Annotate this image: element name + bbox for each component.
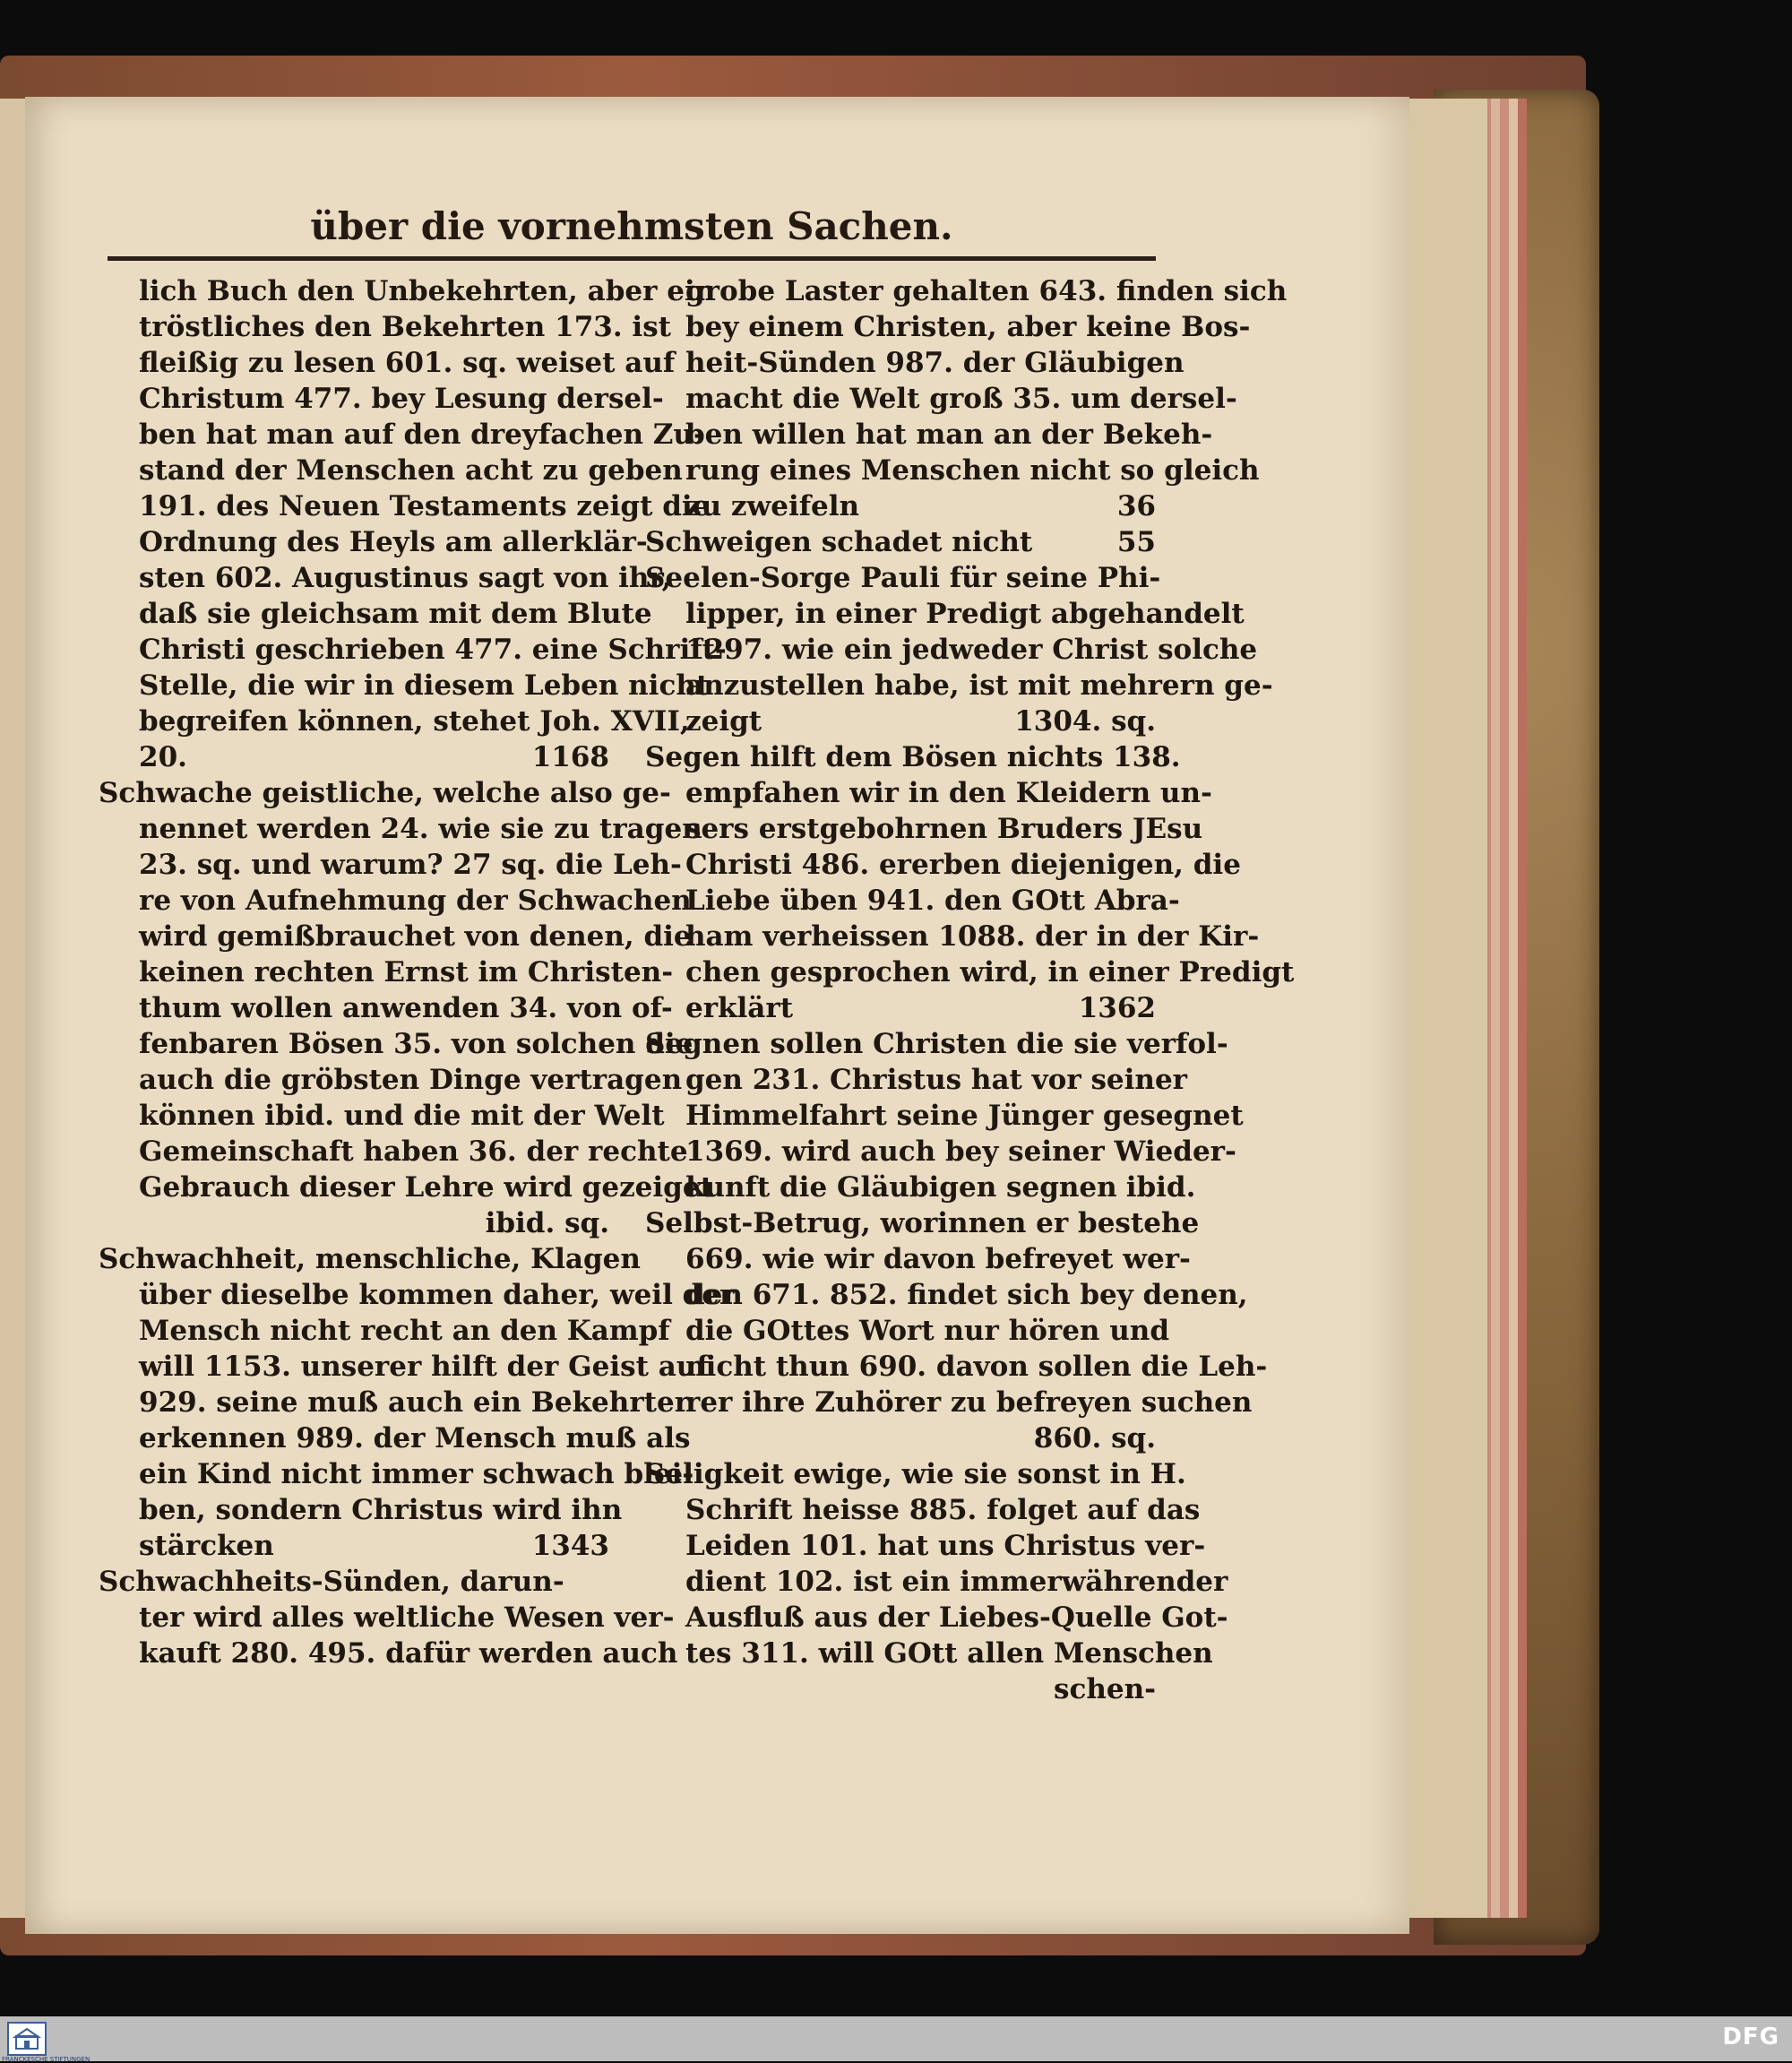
line-text: Christum 477. bey Lesung dersel-	[139, 383, 664, 415]
line-text: Ordnung des Heyls am allerklär-	[139, 526, 648, 558]
line-text: 1369. wird auch bey seiner Wieder-	[685, 1135, 1236, 1168]
index-line	[645, 775, 1212, 811]
index-line	[645, 632, 1258, 668]
page-reference: 55	[1116, 526, 1156, 558]
line-text: anzustellen habe, ist mit mehrern ge-	[685, 669, 1273, 702]
line-text: empfahen wir in den Kleidern un-	[685, 777, 1212, 809]
page-reference: ibid. sq.	[485, 1207, 609, 1239]
index-line	[99, 703, 690, 739]
line-text: Segen hilft dem Bösen nichts 138.	[645, 741, 1181, 773]
line-text: Schrift heisse 885. folget auf das	[685, 1494, 1201, 1526]
index-entry-line	[99, 1564, 609, 1600]
index-line	[99, 381, 664, 417]
index-entry-line	[645, 560, 1161, 596]
index-line	[99, 847, 682, 883]
index-entry-line	[645, 1456, 1186, 1492]
page-reference: 1304. sq.	[1014, 705, 1156, 738]
line-text: kunft die Gläubigen segnen	[685, 1171, 1117, 1204]
index-entry-line	[645, 524, 1156, 560]
index-line	[99, 739, 609, 775]
line-text: bey einem Christen, aber keine Bos-	[685, 311, 1251, 343]
index-line	[645, 1564, 1228, 1600]
institution-logo[interactable]	[7, 2022, 47, 2056]
index-line	[99, 309, 671, 345]
line-text: Selbst-Betrug, worinnen er bestehe	[645, 1207, 1200, 1239]
index-line	[645, 1671, 1156, 1707]
line-text: wird gemißbrauchet von denen, die	[139, 920, 692, 953]
index-line	[99, 668, 710, 703]
header-rule	[108, 256, 1156, 261]
line-text: nicht thun 690. davon sollen die Leh-	[685, 1351, 1268, 1383]
index-line	[99, 1277, 735, 1313]
line-text: will 1153. unserer hilft der Geist auf	[139, 1351, 709, 1383]
index-line	[645, 345, 1185, 381]
index-line	[99, 417, 705, 453]
line-text: Schweigen schadet nicht	[645, 526, 1033, 558]
index-line	[99, 345, 676, 381]
index-line	[645, 1492, 1201, 1528]
line-text: Schwachheit, menschliche, Klagen	[99, 1243, 641, 1275]
line-text: 929. seine muß auch ein Bekehrter	[139, 1386, 690, 1419]
index-line	[99, 811, 702, 847]
index-line	[99, 1170, 713, 1205]
index-line	[99, 1134, 688, 1170]
line-text: 191. des Neuen Testaments zeigt die	[139, 490, 711, 522]
index-line	[99, 273, 716, 309]
line-text: re von Aufnehmung der Schwachen	[139, 885, 692, 917]
page-reference: 36	[1116, 490, 1156, 522]
index-line	[645, 919, 1260, 954]
line-text: lich Buch den Unbekehrten, aber ein	[139, 275, 716, 307]
line-text: nennet werden 24. wie sie zu tragen	[139, 813, 702, 845]
index-line	[99, 990, 673, 1026]
line-text: Stelle, die wir in diesem Leben nicht	[139, 669, 710, 702]
line-text: Seelen-Sorge Pauli für seine Phi-	[645, 562, 1161, 594]
index-line	[645, 273, 1288, 309]
index-line	[99, 488, 711, 524]
index-line	[99, 1349, 709, 1385]
line-text: fenbaren Bösen 35. von solchen die	[139, 1028, 694, 1060]
index-line	[99, 1026, 694, 1062]
index-line	[645, 954, 1295, 990]
line-text: kauft 280. 495. dafür werden auch	[139, 1637, 678, 1670]
line-text: ham verheissen 1088. der in der Kir-	[685, 920, 1260, 953]
line-text: stand der Menschen acht zu geben	[139, 454, 683, 487]
index-line	[99, 1528, 609, 1564]
index-line	[645, 309, 1251, 345]
index-line	[645, 668, 1273, 703]
line-text: macht die Welt groß 35. um dersel-	[685, 383, 1237, 415]
line-text: ben, sondern Christus wird ihn	[139, 1494, 623, 1526]
index-line	[645, 1241, 1191, 1277]
line-text: heit-Sünden 987. der Gläubigen	[685, 347, 1185, 379]
line-text: Christi geschrieben 477. eine Schrift-	[139, 634, 727, 666]
line-text: können ibid. und die mit der Welt	[139, 1100, 665, 1132]
line-text: rung eines Menschen nicht so gleich	[685, 454, 1260, 487]
line-text: gen 231. Christus hat vor seiner	[685, 1064, 1187, 1096]
line-text: erklärt	[685, 992, 794, 1024]
line-text: Schwache geistliche, welche also ge-	[99, 777, 671, 809]
line-text: grobe Laster gehalten 643. finden sich	[685, 275, 1288, 307]
index-line	[645, 1277, 1248, 1313]
line-text: über dieselbe kommen daher, weil der	[139, 1279, 735, 1311]
logo-icon	[13, 2027, 40, 2050]
index-line	[645, 703, 1156, 739]
index-line	[645, 1062, 1187, 1098]
index-line	[645, 453, 1260, 488]
index-line	[645, 847, 1241, 883]
index-line	[99, 596, 652, 632]
line-text: ben hat man auf den dreyfachen Zu-	[139, 419, 705, 451]
line-text: keinen rechten Ernst im Christen-	[139, 956, 674, 988]
index-entry-line	[645, 1205, 1200, 1241]
index-line	[99, 632, 727, 668]
index-line	[645, 1600, 1228, 1636]
line-text: lipper, in einer Predigt abgehandelt	[685, 598, 1245, 630]
line-text: stärcken	[139, 1530, 274, 1562]
line-text: thum wollen anwenden 34. von of-	[139, 992, 673, 1024]
line-text: die GOttes Wort nur hören und	[685, 1315, 1170, 1347]
page-reference: ibid.	[1125, 1171, 1196, 1204]
index-line	[99, 524, 648, 560]
index-line	[645, 1636, 1213, 1671]
index-line	[645, 1349, 1268, 1385]
page-reference: 1362	[1078, 992, 1156, 1024]
line-text: sten 602. Augustinus sagt von ihr,	[139, 562, 672, 594]
left-column	[99, 273, 735, 1671]
page-reference: 860. sq.	[1033, 1422, 1156, 1454]
index-line	[99, 1456, 694, 1492]
line-text: ein Kind nicht immer schwach blei-	[139, 1458, 694, 1490]
line-text: 669. wie wir davon befreyet wer-	[685, 1243, 1191, 1275]
page-reference: schen-	[1054, 1673, 1156, 1705]
index-line	[645, 1098, 1244, 1134]
line-text: Christi 486. ererben diejenigen, die	[685, 849, 1241, 881]
line-text: tröstliches den Bekehrten 173. ist	[139, 311, 671, 343]
index-line	[99, 1313, 670, 1349]
line-text: sers erstgebohrnen Bruders JEsu	[685, 813, 1203, 845]
index-line	[99, 1600, 675, 1636]
index-line	[645, 990, 1156, 1026]
index-line	[99, 1098, 665, 1134]
line-text: Leiden 101. hat uns Christus ver-	[685, 1530, 1206, 1562]
line-text: begreifen können, stehet Joh. XVII,	[139, 705, 690, 738]
line-text: dient 102. ist ein immerwährender	[685, 1566, 1228, 1598]
line-text: fleißig zu lesen 601. sq. weiset auf	[139, 347, 676, 379]
index-entry-line	[645, 739, 1181, 775]
index-entry-line	[645, 1026, 1228, 1062]
line-text: Schwachheits-Sünden, darun-	[99, 1566, 564, 1598]
index-line	[645, 1313, 1170, 1349]
line-text: erkennen 989. der Mensch muß als	[139, 1422, 691, 1454]
line-text: zeigt	[685, 705, 762, 738]
line-text: 23. sq. und warum? 27 sq. die Leh-	[139, 849, 682, 881]
line-text: Gemeinschaft haben 36. der rechte	[139, 1135, 688, 1168]
index-line	[99, 1062, 683, 1098]
line-text: Seligkeit ewige, wie sie sonst in H.	[645, 1458, 1186, 1490]
index-line	[645, 596, 1245, 632]
dfg-logo[interactable]: DFG	[1722, 2024, 1779, 2050]
page-reference: 1168	[531, 741, 609, 773]
index-line	[99, 1492, 623, 1528]
line-text: tes 311. will GOtt allen Menschen	[685, 1637, 1213, 1670]
line-text: Himmelfahrt seine Jünger gesegnet	[685, 1100, 1244, 1132]
page-header: über die vornehmsten Sachen.	[310, 204, 953, 248]
index-line	[99, 883, 692, 919]
index-line	[99, 954, 674, 990]
index-line	[99, 919, 692, 954]
index-line	[99, 453, 683, 488]
line-text: ben willen hat man an der Bekeh-	[685, 419, 1213, 451]
line-text: ter wird alles weltliche Wesen ver-	[139, 1601, 675, 1634]
line-text: Ausfluß aus der Liebes-Quelle Got-	[685, 1601, 1228, 1634]
index-line	[645, 1170, 1196, 1205]
index-line	[645, 1385, 1253, 1420]
index-line	[645, 1528, 1206, 1564]
line-text: zu zweifeln	[685, 490, 860, 522]
line-text: Segnen sollen Christen die sie verfol-	[645, 1028, 1228, 1060]
line-text: Liebe üben 941. den GOtt Abra-	[685, 885, 1180, 917]
line-text: rer ihre Zuhörer zu befreyen suchen	[685, 1386, 1253, 1419]
index-line	[645, 811, 1203, 847]
line-text: auch die gröbsten Dinge vertragen	[139, 1064, 683, 1096]
line-text: daß sie gleichsam mit dem Blute	[139, 598, 652, 630]
footer-bar	[0, 2016, 1792, 2061]
line-text: den 671. 852. findet sich bey denen,	[685, 1279, 1248, 1311]
logo-caption: FRANCKESCHE STIFTUNGEN	[2, 2056, 90, 2063]
index-line	[645, 883, 1180, 919]
index-line	[645, 1420, 1156, 1456]
index-line	[99, 1636, 678, 1671]
index-line	[645, 381, 1237, 417]
line-text: 1297. wie ein jedweder Christ solche	[685, 634, 1258, 666]
index-line	[99, 1385, 690, 1420]
right-column	[645, 273, 1295, 1707]
left-page-edge	[0, 99, 27, 1918]
index-line	[645, 488, 1156, 524]
index-entry-line	[99, 1241, 641, 1277]
line-text: 20.	[139, 741, 187, 773]
index-line	[99, 1205, 609, 1241]
index-line	[645, 1134, 1236, 1170]
line-text: Mensch nicht recht an den Kampf	[139, 1315, 670, 1347]
line-text: Gebrauch dieser Lehre wird gezeiget	[139, 1171, 713, 1204]
index-line	[645, 417, 1213, 453]
index-entry-line	[99, 775, 671, 811]
index-line	[99, 560, 672, 596]
page-reference: 1343	[531, 1530, 609, 1562]
line-text: chen gesprochen wird, in einer Predigt	[685, 956, 1295, 988]
index-line	[99, 1420, 691, 1456]
